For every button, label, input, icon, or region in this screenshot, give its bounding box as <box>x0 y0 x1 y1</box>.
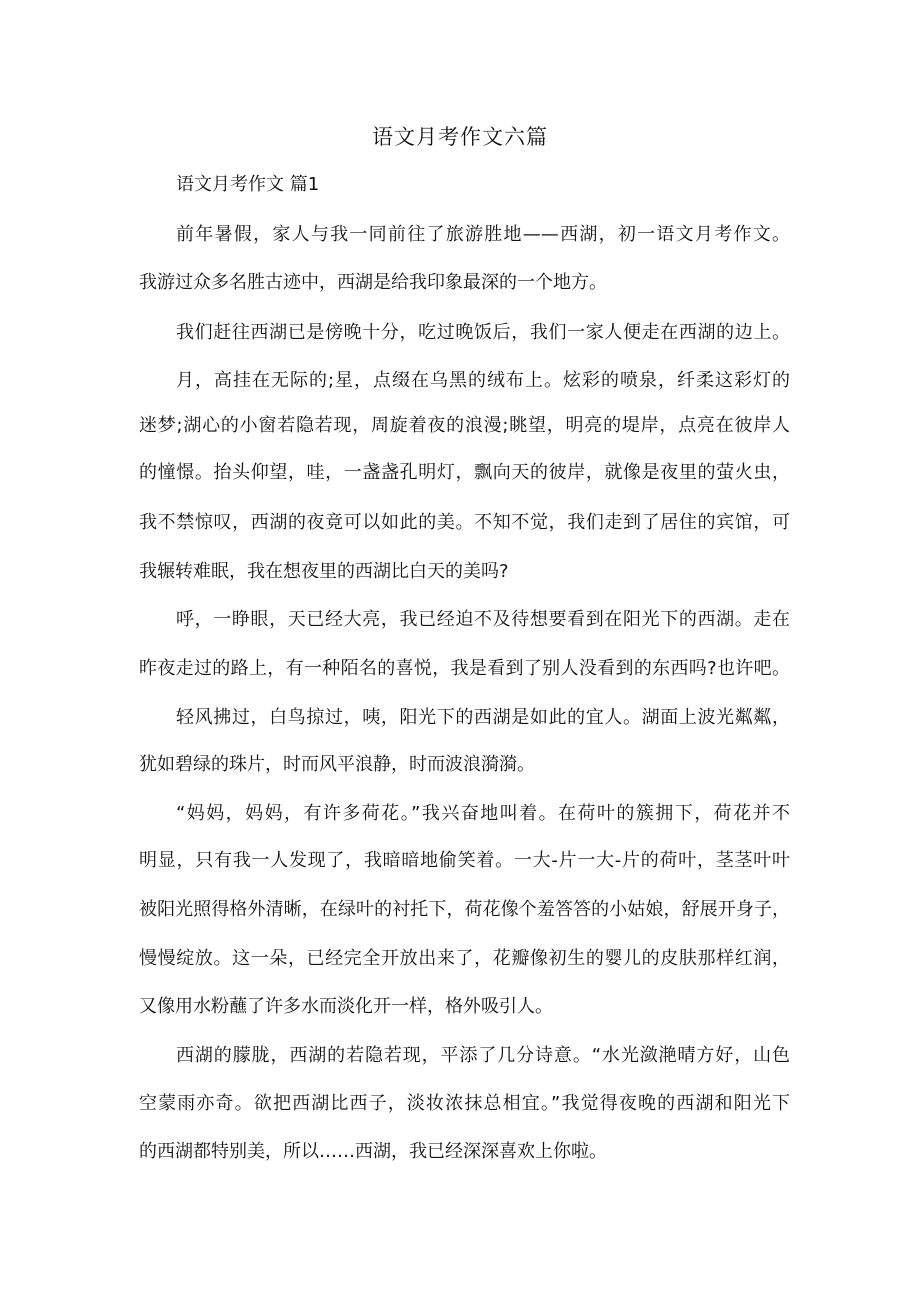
paragraph-6-line-2: 明显，只有我一人发现了，我暗暗地偷笑着。一大-片一大-片的荷叶，茎茎叶叶 <box>139 850 790 871</box>
paragraph-6-line-3: 被阳光照得格外清晰，在绿叶的衬托下，荷花像个羞答答的小姑娘，舒展开身子， <box>139 899 790 920</box>
paragraph-5-line-2: 犹如碧绿的珠片，时而风平浪静，时而波浪漪漪。 <box>139 754 535 775</box>
paragraph-2-line-1: 我们赶往西湖已是傍晚十分，吃过晚饭后，我们一家人便走在西湖的边上。 <box>176 322 790 343</box>
paragraph-3-line-3: 的憧憬。抬头仰望，哇，一盏盏孔明灯，飘向天的彼岸，就像是夜里的萤火虫， <box>139 462 790 483</box>
section-heading: 语文月考作文 篇1 <box>176 174 320 195</box>
paragraph-7-line-3: 的西湖都特别美，所以……西湖，我已经深深喜欢上你啦。 <box>139 1141 607 1162</box>
paragraph-6-line-5: 又像用水粉蘸了许多水而淡化开一样，格外吸引人。 <box>139 996 553 1017</box>
paragraph-6-line-1: “妈妈，妈妈，有许多荷花。”我兴奋地叫着。在荷叶的簇拥下，荷花并不 <box>176 803 790 824</box>
paragraph-4-line-1: 呼，一睁眼，天已经大亮，我已经迫不及待想要看到在阳光下的西湖。走在 <box>176 609 790 630</box>
paragraph-3-line-2: 迷梦;湖心的小窗若隐若现，周旋着夜的浪漫;眺望，明亮的堤岸，点亮在彼岸人 <box>139 415 790 436</box>
paragraph-3-line-4: 我不禁惊叹，西湖的夜竟可以如此的美。不知不觉，我们走到了居住的宾馆，可 <box>139 512 790 533</box>
paragraph-7-line-1: 西湖的朦胧，西湖的若隐若现，平添了几分诗意。“水光潋滟晴方好，山色 <box>176 1045 790 1066</box>
paragraph-6-line-4: 慢慢绽放。这一朵，已经完全开放出来了，花瓣像初生的婴儿的皮肤那样红润， <box>139 948 790 969</box>
document-title: 语文月考作文六篇 <box>372 125 548 149</box>
paragraph-1-line-1: 前年暑假，家人与我一同前往了旅游胜地——西湖，初一语文月考作文。 <box>176 224 790 245</box>
paragraph-7-line-2: 空蒙雨亦奇。欲把西湖比西子，淡妆浓抹总相宜。”我觉得夜晚的西湖和阳光下 <box>139 1093 790 1114</box>
paragraph-3-line-1: 月，高挂在无际的;星，点缀在乌黑的绒布上。炫彩的喷泉，纤柔这彩灯的 <box>176 370 790 391</box>
paragraph-4-line-2: 昨夜走过的路上，有一种陌名的喜悦，我是看到了别人没看到的东西吗?也许吧。 <box>139 658 790 679</box>
paragraph-5-line-1: 轻风拂过，白鸟掠过，咦，阳光下的西湖是如此的宜人。湖面上波光粼粼， <box>176 707 790 728</box>
paragraph-3-line-5: 我辗转难眠，我在想夜里的西湖比白天的美吗? <box>139 561 509 582</box>
paragraph-1-line-2: 我游过众多名胜古迹中，西湖是给我印象最深的一个地方。 <box>139 272 607 293</box>
